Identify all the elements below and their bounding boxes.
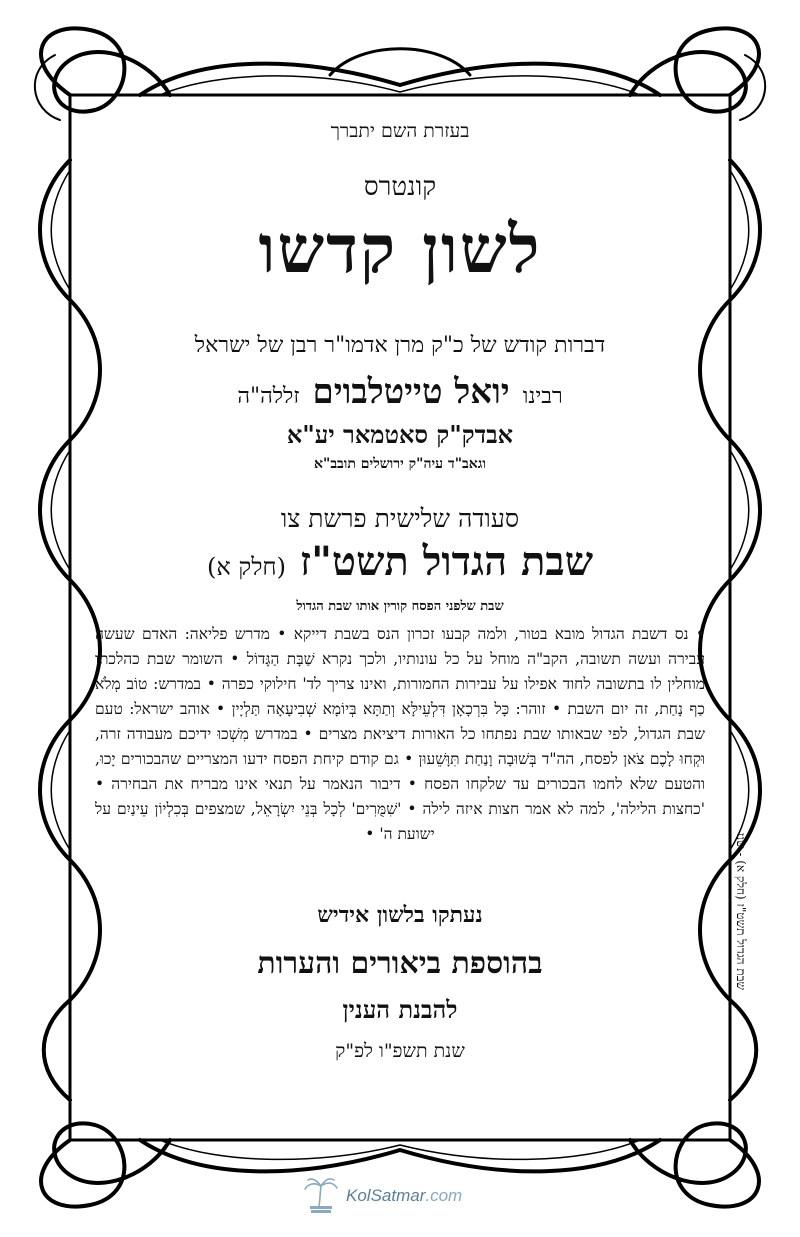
vegavad-line: וגאב"ד עיה"ק ירושלים תובב"א bbox=[314, 456, 486, 472]
palm-tree-books-icon bbox=[300, 1176, 342, 1216]
additions-line: בהוספת ביאורים והערות bbox=[257, 946, 543, 981]
avdak-line: אבדק"ק סאטמאר יע"א bbox=[286, 420, 514, 449]
summary-paragraph: • נס דשבת הגדול מובא בטור, ולמה קבעו זכרון הנס בשבת דייקא • מדרש פליאה: האדם שעשה עבירה ועשה תשובה, הקב"ה מוחל על כל עונותיו, ולכך נקרא שַׁבָּת הַגָּדוֹל • השומר שבת כהלכתו מוחלין לו בתשובה לחוד אפילו על עבירות החמורות, ואינו צריך לד' חילוקי כפרה • במדרש: טוֹב מְלֹא כַף נָחַת, זה יום השבת • זוהר: כָּל בִּרְכָאָן דִּלְעֵילָּא וְתַתָּא בְּיוֹמָא שְׁבִיעָאָה תַּלְיָין • אוהב ישראל: טעם שבת הגדול, לפי שבאותו שבת נפתחו כל האורות דיציאת מצרים • במדרש מִשְׁכוּ ידיכם מעבודה זרה, וּקְחוּ לָכֶם צֹאן לפסח, הה"ד בְּשׁוּבָה וָנַחַת תִּוָּשֵׁעוּן • גם קודם קיחת הפסח ידעו המצריים שהבכורים יָכוּ, והטעם שלא לחמו הבכורים עד שלקחו הפסח • דיבור הנאמר על תנאי אינו מבריח את הבחירה • 'כחצות הלילה', למה לא אמר חצות איזה לילה • 'שִׁמֻּרִים' לְכָל בְּנֵי יִשְׂרָאֵל, שמצפים בְּכִלְיוֹן עֵינַיִם על ישועת ה' • bbox=[95, 625, 705, 843]
kolsatmar-logo[interactable] bbox=[300, 1176, 462, 1216]
invocation: בעזרת השם יתברך bbox=[330, 120, 470, 142]
rebbe-name: יואל טייטלבוים bbox=[312, 372, 510, 412]
rebbe-line bbox=[95, 372, 705, 412]
title-page bbox=[95, 110, 705, 1160]
shabbos-note: שבת שלפני הפסח קורין אותו שבת הגדול bbox=[296, 599, 504, 614]
words-line: דברות קודש של כ"ק מרן אדמו"ר רבן של ישראל bbox=[194, 333, 606, 358]
shabbos-name: שבת הגדול תשט"ז bbox=[299, 538, 594, 585]
yiddish-line: נעתקו בלשון אידיש bbox=[317, 902, 483, 928]
shabbos-title bbox=[95, 538, 705, 585]
seuda-line: סעודה שלישית פרשת צו bbox=[280, 504, 520, 533]
brand-name: KolSatmar bbox=[346, 1186, 426, 1205]
rebbe-prefix: רבינו bbox=[522, 384, 563, 409]
shabbos-part: (חלק א) bbox=[206, 553, 286, 581]
side-caption: שבת הגדול תשט"ז (חלק א) - שנז bbox=[734, 832, 748, 990]
year-line: שנת תשפ"ו לפ"ק bbox=[335, 1040, 465, 1062]
brand-domain: .com bbox=[425, 1186, 463, 1205]
page-title: לשון קדשו bbox=[258, 210, 542, 288]
rebbe-suffix: זללה"ה bbox=[237, 384, 300, 409]
understanding-line: להבנת הענין bbox=[342, 995, 458, 1024]
kuntres-label: קונטרס bbox=[363, 172, 437, 202]
